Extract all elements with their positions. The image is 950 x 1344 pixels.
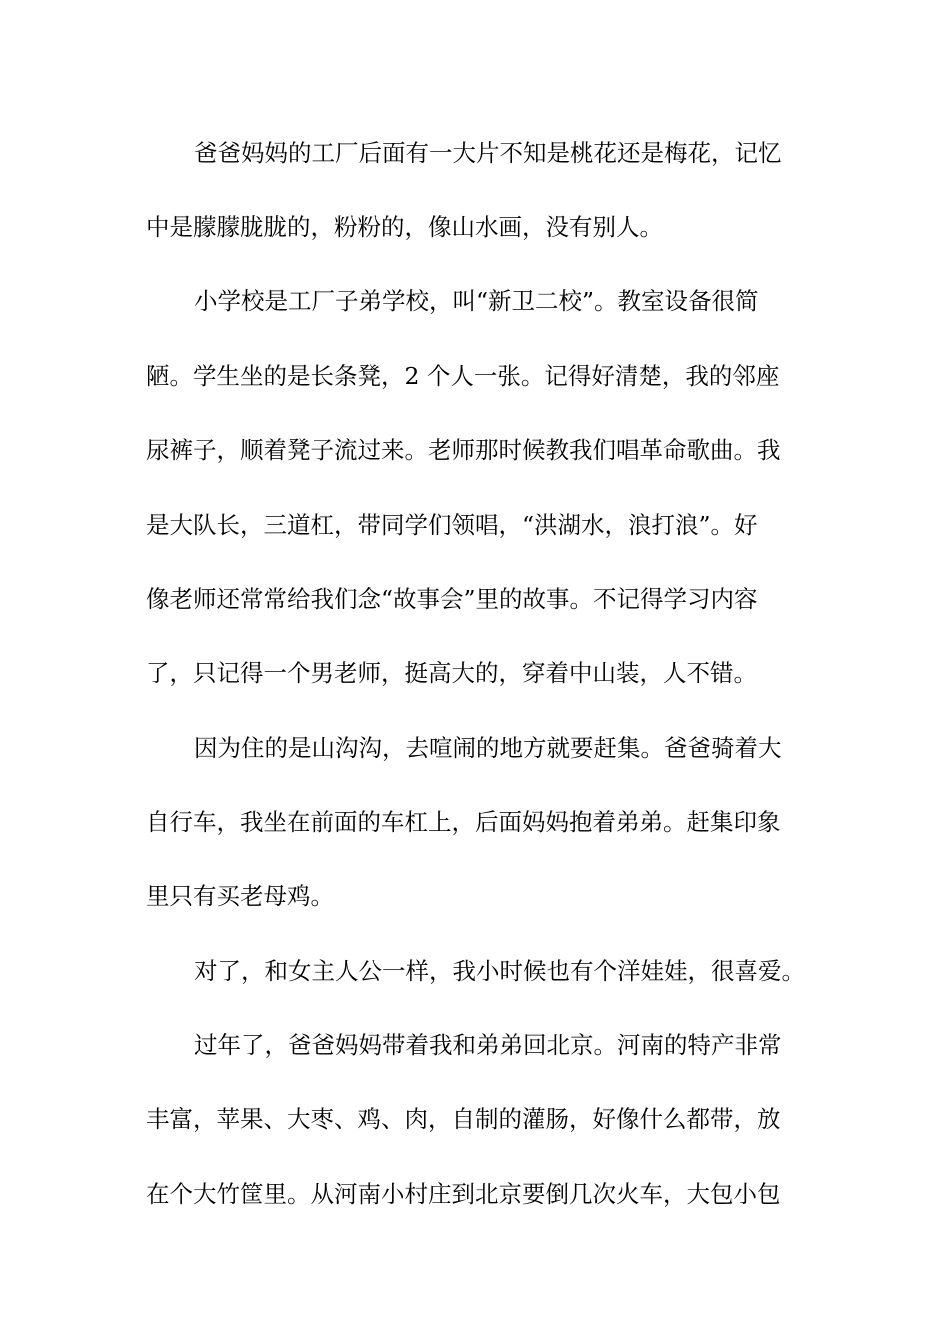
paragraph-1-line-2: 中是朦朦胧胧的，粉粉的，像山水画，没有别人。: [146, 213, 663, 241]
paragraph-3-line-2: 自行车，我坐在前面的车杠上，后面妈妈抱着弟弟。赶集印象: [146, 808, 781, 836]
paragraph-5-line-1: 过年了，爸爸妈妈带着我和弟弟回北京。河南的特产非常: [194, 1031, 782, 1059]
paragraph-3-line-3: 里只有买老母鸡。: [146, 882, 334, 910]
paragraph-5-line-2: 丰富，苹果、大枣、鸡、肉，自制的灌肠，好像什么都带，放: [146, 1105, 781, 1133]
paragraph-2-line-4: 是大队长，三道杠，带同学们领唱，“洪湖水，浪打浪”。好: [146, 511, 758, 539]
paragraph-2-line-6: 了，只记得一个男老师，挺高大的，穿着中山装，人不错。: [146, 659, 757, 687]
paragraph-2-line-3: 尿裤子，顺着凳子流过来。老师那时候教我们唱革命歌曲。我: [146, 436, 781, 464]
paragraph-2-line-5: 像老师还常常给我们念“故事会”里的故事。不记得学习内容: [146, 585, 758, 613]
paragraph-2-line-2: 陋。学生坐的是长条凳，2 个人一张。记得好清楚，我的邻座: [146, 362, 780, 390]
paragraph-4-line-1: 对了，和女主人公一样，我小时候也有个洋娃娃，很喜爱。: [194, 957, 805, 985]
paragraph-2-line-1: 小学校是工厂子弟学校，叫“新卫二校”。教室设备很简: [194, 287, 759, 315]
paragraph-5-line-3: 在个大竹筐里。从河南小村庄到北京要倒几次火车，大包小包: [146, 1180, 781, 1208]
paragraph-1-line-1: 爸爸妈妈的工厂后面有一大片不知是桃花还是梅花，记忆: [194, 139, 782, 167]
paragraph-3-line-1: 因为住的是山沟沟，去喧闹的地方就要赶集。爸爸骑着大: [194, 734, 782, 762]
